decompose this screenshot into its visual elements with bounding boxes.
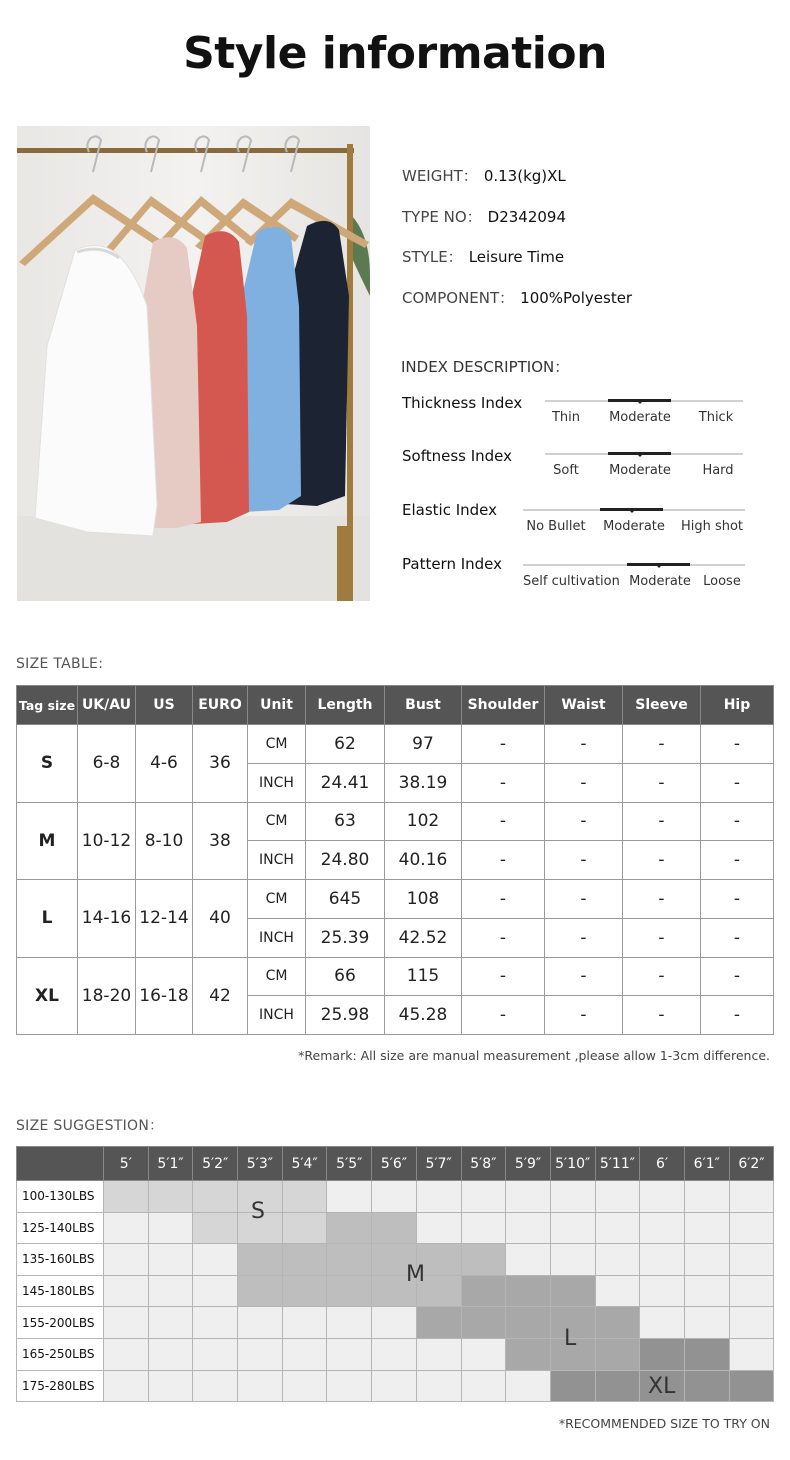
grid-cell xyxy=(372,1370,417,1402)
height-header: 5′7″ xyxy=(416,1147,461,1181)
spec-style-label: STYLE： xyxy=(402,248,463,266)
grid-cell xyxy=(193,1307,238,1339)
size-suggestion-grid xyxy=(16,1146,774,1402)
sleeve-cell: - xyxy=(623,996,701,1035)
grid-cell xyxy=(104,1338,149,1370)
scale-mid-label: Moderate xyxy=(609,410,671,425)
waist-cell: - xyxy=(545,725,623,764)
scale-left-label: No Bullet xyxy=(526,519,586,534)
grid-cell xyxy=(729,1212,774,1244)
sleeve-cell: - xyxy=(623,725,701,764)
grid-cell xyxy=(372,1212,417,1244)
bust-cell: 108 xyxy=(385,880,462,919)
grid-cell xyxy=(327,1181,372,1213)
height-header-row xyxy=(17,1147,774,1181)
grid-cell xyxy=(506,1370,551,1402)
spec-style-value: Leisure Time xyxy=(468,248,565,266)
hip-cell: - xyxy=(701,880,774,919)
weight-row xyxy=(17,1275,774,1307)
grid-cell xyxy=(595,1181,640,1213)
unit-cell: CM xyxy=(248,725,306,764)
grid-cell xyxy=(104,1244,149,1276)
grid-cell xyxy=(640,1338,685,1370)
spec-type-label: TYPE NO： xyxy=(402,208,482,226)
measurement-remark: *Remark: All size are manual measurement ,please allow 1-3cm difference. xyxy=(298,1048,770,1063)
grid-cell xyxy=(327,1338,372,1370)
grid-cell xyxy=(282,1244,327,1276)
height-header: 5′11″ xyxy=(595,1147,640,1181)
bust-cell: 45.28 xyxy=(385,996,462,1035)
grid-cell xyxy=(372,1181,417,1213)
unit-cell: INCH xyxy=(248,996,306,1035)
grid-cell xyxy=(104,1212,149,1244)
grid-cell xyxy=(506,1212,551,1244)
table-row xyxy=(17,880,774,919)
grid-cell xyxy=(506,1338,551,1370)
grid-cell xyxy=(595,1212,640,1244)
spec-weight-label: WEIGHT： xyxy=(402,167,478,185)
hip-cell: - xyxy=(701,918,774,957)
grid-cell xyxy=(193,1275,238,1307)
grid-cell xyxy=(684,1244,729,1276)
weight-label: 135-160LBS xyxy=(17,1244,104,1276)
grid-cell xyxy=(550,1275,595,1307)
scale-left-label: Thin xyxy=(551,410,581,425)
grid-cell xyxy=(148,1338,193,1370)
uk-cell: 6-8 xyxy=(78,725,136,803)
grid-cell xyxy=(595,1275,640,1307)
spec-style xyxy=(402,246,564,267)
bust-cell: 102 xyxy=(385,802,462,841)
grid-cell xyxy=(461,1212,506,1244)
grid-cell xyxy=(461,1181,506,1213)
hip-cell: - xyxy=(701,725,774,764)
scale-marker xyxy=(608,452,671,455)
grid-cell xyxy=(148,1212,193,1244)
waist-cell: - xyxy=(545,957,623,996)
weight-label: 155-200LBS xyxy=(17,1307,104,1339)
softness-index-label: Softness Index xyxy=(402,447,513,465)
elastic-index-label: Elastic Index xyxy=(402,501,498,519)
grid-cell xyxy=(461,1244,506,1276)
bust-cell: 38.19 xyxy=(385,763,462,802)
unit-cell: INCH xyxy=(248,841,306,880)
us-cell: 4-6 xyxy=(136,725,193,803)
grid-cell xyxy=(104,1307,149,1339)
grid-cell xyxy=(640,1307,685,1339)
height-header: 5′10″ xyxy=(550,1147,595,1181)
scale-mid-label: Moderate xyxy=(603,519,665,534)
grid-cell xyxy=(193,1181,238,1213)
waist-cell: - xyxy=(545,918,623,957)
tag-size-cell: L xyxy=(17,880,78,958)
grid-cell xyxy=(327,1244,372,1276)
grid-cell xyxy=(506,1307,551,1339)
scale-mid-label: Moderate xyxy=(609,463,671,478)
length-cell: 24.41 xyxy=(306,763,385,802)
grid-cell xyxy=(238,1370,283,1402)
waist-cell: - xyxy=(545,763,623,802)
tag-size-cell: S xyxy=(17,725,78,803)
grid-cell xyxy=(595,1244,640,1276)
grid-cell xyxy=(729,1181,774,1213)
grid-cell xyxy=(640,1244,685,1276)
grid-cell xyxy=(506,1244,551,1276)
height-header: 6′2″ xyxy=(729,1147,774,1181)
unit-cell: CM xyxy=(248,880,306,919)
unit-cell: CM xyxy=(248,957,306,996)
grid-cell xyxy=(193,1338,238,1370)
scale-right-label: Hard xyxy=(702,463,734,478)
hip-cell: - xyxy=(701,996,774,1035)
size-label-l: L xyxy=(564,1326,577,1351)
scale-mid-label: Moderate xyxy=(629,574,691,589)
grid-cell xyxy=(684,1370,729,1402)
grid-cell xyxy=(238,1275,283,1307)
grid-cell xyxy=(684,1307,729,1339)
size-label-xl: XL xyxy=(648,1374,676,1399)
scale-left-label: Soft xyxy=(553,463,579,478)
grid-cell xyxy=(550,1181,595,1213)
grid-cell xyxy=(193,1370,238,1402)
height-header: 6′ xyxy=(640,1147,685,1181)
spec-type-no xyxy=(402,206,566,227)
sleeve-cell: - xyxy=(623,763,701,802)
length-cell: 63 xyxy=(306,802,385,841)
hip-cell: - xyxy=(701,841,774,880)
scale-right-label: High shot xyxy=(680,519,744,534)
pattern-index-scale xyxy=(523,564,745,594)
hip-cell: - xyxy=(701,957,774,996)
grid-cell xyxy=(193,1212,238,1244)
grid-cell xyxy=(282,1307,327,1339)
euro-cell: 36 xyxy=(193,725,248,803)
sleeve-cell: - xyxy=(623,841,701,880)
table-row xyxy=(17,802,774,841)
index-description-title: INDEX DESCRIPTION： xyxy=(401,358,570,376)
tag-size-cell: XL xyxy=(17,957,78,1035)
size-label-m: M xyxy=(406,1262,425,1287)
weight-label: 125-140LBS xyxy=(17,1212,104,1244)
grid-cell xyxy=(729,1307,774,1339)
height-header: 5′ xyxy=(104,1147,149,1181)
grid-cell xyxy=(238,1244,283,1276)
grid-cell xyxy=(282,1275,327,1307)
euro-cell: 40 xyxy=(193,880,248,958)
col-header: UK/AU xyxy=(78,686,136,725)
length-cell: 25.39 xyxy=(306,918,385,957)
sleeve-cell: - xyxy=(623,918,701,957)
grid-cell xyxy=(461,1370,506,1402)
bust-cell: 97 xyxy=(385,725,462,764)
length-cell: 24.80 xyxy=(306,841,385,880)
size-suggestion-title: SIZE SUGGESTION： xyxy=(16,1118,164,1134)
table-row xyxy=(17,725,774,764)
grid-cell xyxy=(193,1244,238,1276)
shoulder-cell: - xyxy=(462,996,545,1035)
weight-label: 100-130LBS xyxy=(17,1181,104,1213)
sleeve-cell: - xyxy=(623,957,701,996)
height-header: 6′1″ xyxy=(684,1147,729,1181)
grid-cell xyxy=(461,1275,506,1307)
shoulder-cell: - xyxy=(462,918,545,957)
scale-marker xyxy=(627,563,690,566)
bust-cell: 40.16 xyxy=(385,841,462,880)
grid-cell xyxy=(327,1307,372,1339)
grid-cell xyxy=(148,1307,193,1339)
height-header: 5′4″ xyxy=(282,1147,327,1181)
grid-cell xyxy=(416,1212,461,1244)
size-table xyxy=(16,685,774,1035)
grid-cell xyxy=(327,1275,372,1307)
grid-cell xyxy=(461,1338,506,1370)
grid-cell xyxy=(104,1370,149,1402)
spec-weight-value: 0.13(kg)XL xyxy=(483,167,566,185)
pattern-index-label: Pattern Index xyxy=(402,555,503,573)
grid-cell xyxy=(684,1338,729,1370)
weight-row xyxy=(17,1338,774,1370)
weight-label: 145-180LBS xyxy=(17,1275,104,1307)
grid-cell xyxy=(416,1370,461,1402)
grid-cell xyxy=(550,1370,595,1402)
col-header: Tag size xyxy=(17,686,78,725)
shoulder-cell: - xyxy=(462,763,545,802)
grid-cell xyxy=(461,1307,506,1339)
scale-left-label: Self cultivation xyxy=(523,574,620,589)
height-header: 5′8″ xyxy=(461,1147,506,1181)
scale-marker xyxy=(608,399,671,402)
elastic-index-scale xyxy=(523,509,745,539)
softness-index-scale xyxy=(545,453,743,483)
length-cell: 66 xyxy=(306,957,385,996)
grid-cell xyxy=(148,1244,193,1276)
thickness-index-label: Thickness Index xyxy=(402,394,523,412)
grid-cell xyxy=(238,1307,283,1339)
scale-marker xyxy=(600,508,663,511)
shoulder-cell: - xyxy=(462,957,545,996)
uk-cell: 10-12 xyxy=(78,802,136,880)
unit-cell: CM xyxy=(248,802,306,841)
hip-cell: - xyxy=(701,763,774,802)
grid-cell xyxy=(416,1181,461,1213)
spec-type-value: D2342094 xyxy=(487,208,567,226)
height-header: 5′6″ xyxy=(372,1147,417,1181)
grid-cell xyxy=(148,1275,193,1307)
col-header: Unit xyxy=(248,686,306,725)
height-header: 5′1″ xyxy=(148,1147,193,1181)
size-table-header-row xyxy=(17,686,774,725)
height-header: 5′2″ xyxy=(193,1147,238,1181)
uk-cell: 14-16 xyxy=(78,880,136,958)
recommend-note: *RECOMMENDED SIZE TO TRY ON xyxy=(558,1416,770,1431)
grid-cell xyxy=(282,1212,327,1244)
grid-cell xyxy=(506,1275,551,1307)
weight-row xyxy=(17,1244,774,1276)
grid-cell xyxy=(104,1275,149,1307)
shoulder-cell: - xyxy=(462,880,545,919)
grid-cell xyxy=(282,1370,327,1402)
bust-cell: 115 xyxy=(385,957,462,996)
weight-label: 175-280LBS xyxy=(17,1370,104,1402)
size-table-title: SIZE TABLE: xyxy=(16,656,104,672)
grid-cell xyxy=(327,1212,372,1244)
waist-cell: - xyxy=(545,802,623,841)
grid-cell xyxy=(506,1181,551,1213)
us-cell: 12-14 xyxy=(136,880,193,958)
scale-right-label: Thick xyxy=(698,410,734,425)
grid-cell xyxy=(104,1181,149,1213)
thickness-index-scale xyxy=(545,400,743,430)
length-cell: 25.98 xyxy=(306,996,385,1035)
grid-cell xyxy=(684,1212,729,1244)
waist-cell: - xyxy=(545,880,623,919)
grid-cell xyxy=(684,1181,729,1213)
sleeve-cell: - xyxy=(623,880,701,919)
scale-right-label: Loose xyxy=(703,574,741,589)
euro-cell: 38 xyxy=(193,802,248,880)
grid-cell xyxy=(238,1338,283,1370)
size-label-s: S xyxy=(251,1199,265,1224)
grid-cell xyxy=(416,1307,461,1339)
grid-cell xyxy=(327,1370,372,1402)
grid-cell xyxy=(595,1307,640,1339)
grid-cell xyxy=(684,1275,729,1307)
us-cell: 16-18 xyxy=(136,957,193,1035)
grid-cell xyxy=(372,1307,417,1339)
grid-cell xyxy=(729,1338,774,1370)
spec-component-label: COMPONENT： xyxy=(402,289,515,307)
euro-cell: 42 xyxy=(193,957,248,1035)
col-header: Bust xyxy=(385,686,462,725)
height-header: 5′3″ xyxy=(238,1147,283,1181)
weight-row xyxy=(17,1307,774,1339)
us-cell: 8-10 xyxy=(136,802,193,880)
product-photo xyxy=(17,126,370,601)
hip-cell: - xyxy=(701,802,774,841)
spec-weight xyxy=(402,165,566,186)
spec-component-value: 100%Polyester xyxy=(520,289,633,307)
grid-cell xyxy=(640,1275,685,1307)
grid-cell xyxy=(729,1275,774,1307)
length-cell: 62 xyxy=(306,725,385,764)
col-header: US xyxy=(136,686,193,725)
sleeve-cell: - xyxy=(623,802,701,841)
col-header: Waist xyxy=(545,686,623,725)
grid-cell xyxy=(640,1181,685,1213)
grid-cell xyxy=(595,1338,640,1370)
grid-cell xyxy=(148,1370,193,1402)
col-header: Length xyxy=(306,686,385,725)
waist-cell: - xyxy=(545,996,623,1035)
uk-cell: 18-20 xyxy=(78,957,136,1035)
grid-cell xyxy=(729,1370,774,1402)
grid-cell xyxy=(416,1338,461,1370)
shoulder-cell: - xyxy=(462,802,545,841)
grid-cell xyxy=(282,1338,327,1370)
table-row xyxy=(17,957,774,996)
col-header: EURO xyxy=(193,686,248,725)
height-header: 5′5″ xyxy=(327,1147,372,1181)
grid-cell xyxy=(640,1212,685,1244)
weight-row xyxy=(17,1212,774,1244)
shoulder-cell: - xyxy=(462,841,545,880)
grid-cell xyxy=(148,1181,193,1213)
grid-cell xyxy=(550,1212,595,1244)
waist-cell: - xyxy=(545,841,623,880)
grid-cell xyxy=(550,1244,595,1276)
unit-cell: INCH xyxy=(248,763,306,802)
corner-header xyxy=(17,1147,104,1181)
col-header: Sleeve xyxy=(623,686,701,725)
page-title: Style information xyxy=(183,28,607,79)
col-header: Hip xyxy=(701,686,774,725)
grid-cell xyxy=(729,1244,774,1276)
height-header: 5′9″ xyxy=(506,1147,551,1181)
grid-cell xyxy=(372,1338,417,1370)
shoulder-cell: - xyxy=(462,725,545,764)
grid-cell xyxy=(282,1181,327,1213)
unit-cell: INCH xyxy=(248,918,306,957)
length-cell: 645 xyxy=(306,880,385,919)
weight-label: 165-250LBS xyxy=(17,1338,104,1370)
weight-row xyxy=(17,1181,774,1213)
tag-size-cell: M xyxy=(17,802,78,880)
bust-cell: 42.52 xyxy=(385,918,462,957)
grid-cell xyxy=(595,1370,640,1402)
col-header: Shoulder xyxy=(462,686,545,725)
spec-component xyxy=(402,287,632,308)
